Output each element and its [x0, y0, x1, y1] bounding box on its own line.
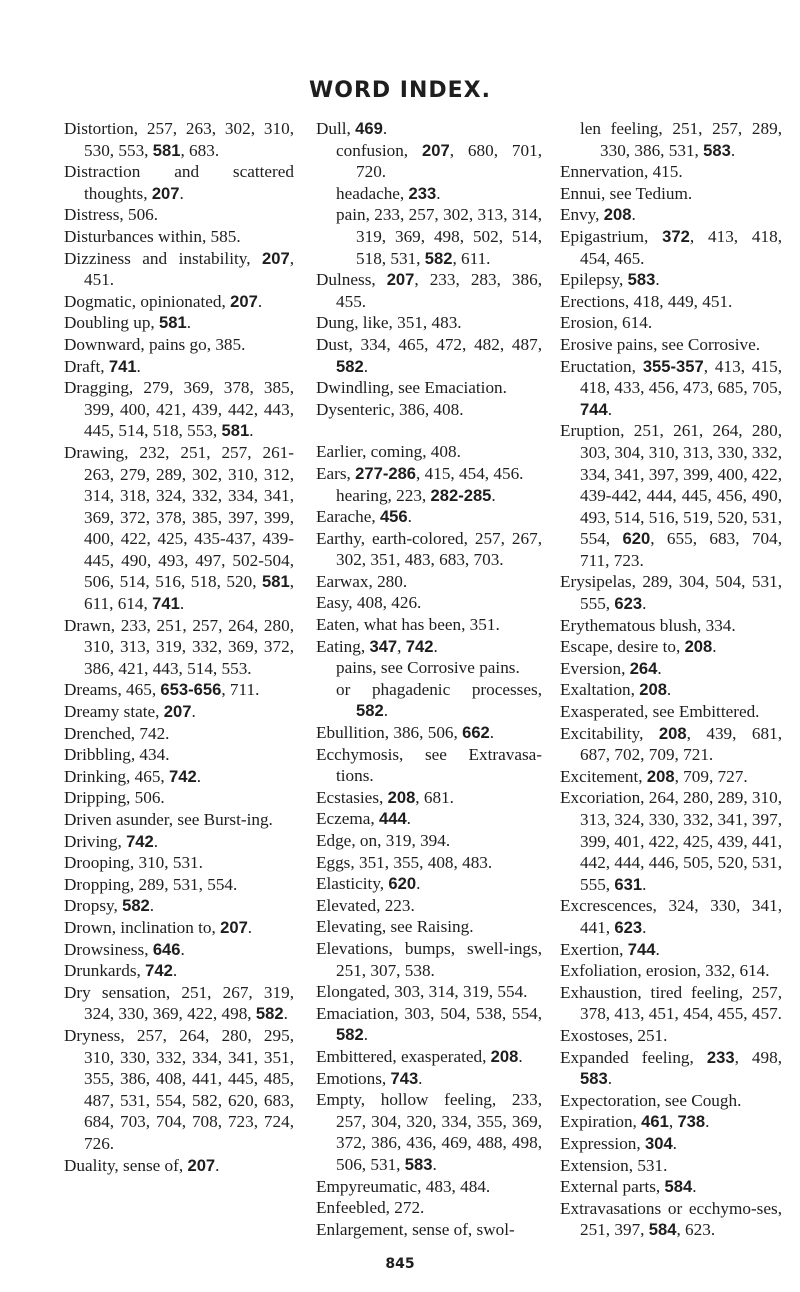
- index-entry: Earlier, coming, 408.: [316, 442, 461, 462]
- index-entry: Epilepsy, 583.: [560, 270, 660, 290]
- index-entry: Empyreumatic, 483, 484.: [316, 1176, 491, 1196]
- index-entry: Elevated, 223.: [316, 895, 415, 915]
- index-entry: Eruption, 251, 261, 264, 280, 303, 304, 310, 313, 330, 332, 334, 341, 397, 399, 400, 422, 439-442, 444, 445, 456, 490, 493, 514, 516, 519, 520, 531, 554, 620, 655, 683, 704, 711, 723.: [560, 421, 783, 570]
- index-entry: Expiration, 461, 738.: [560, 1112, 710, 1132]
- index-subentry: pains, see Corrosive pains.: [336, 658, 520, 678]
- index-entry: Dull, 469.: [316, 119, 388, 138]
- index-entry: Distraction and scattered thoughts, 207.: [64, 162, 294, 203]
- index-entry: Epigastrium, 372, 413, 418, 454, 465.: [560, 226, 782, 268]
- index-entry: Eaten, what has been, 351.: [316, 615, 500, 635]
- index-entry: Distress, 506.: [64, 205, 159, 225]
- index-entry: Downward, pains go, 385.: [64, 334, 246, 354]
- index-entry: Ecstasies, 208, 681.: [316, 787, 454, 807]
- index-entry: Drawing, 232, 251, 257, 261-263, 279, 289, 302, 310, 312, 314, 318, 324, 332, 334, 341, 369, 372, 378, 385, 397, 399, 400, 422, 425, 435-437, 439-445, 490, 493, 497, 502-504, 506, 514, 516, 518, 520, 581, 611, 614, 741.: [64, 442, 294, 614]
- index-entry: Edge, on, 319, 394.: [316, 831, 451, 850]
- index-entry: Distortion, 257, 263, 302, 310, 530, 553, 581, 683.: [64, 119, 294, 160]
- index-entry: External parts, 584.: [560, 1177, 697, 1197]
- index-entry: Easy, 408, 426.: [316, 593, 422, 613]
- index-entry: Earache, 456.: [316, 507, 412, 527]
- index-entry: Drawn, 233, 251, 257, 264, 280, 310, 313, 319, 332, 369, 372, 386, 421, 443, 514, 553.: [64, 615, 294, 678]
- index-entry: Exhaustion, tired feeling, 257, 378, 413, 451, 454, 455, 457.: [560, 982, 782, 1024]
- index-entry: Driving, 742.: [64, 831, 159, 851]
- index-entry: Dropping, 289, 531, 554.: [64, 874, 238, 894]
- index-column-1: [64, 118, 294, 1176]
- index-entry: Escape, desire to, 208.: [560, 637, 717, 657]
- index-entry: Exaltation, 208.: [560, 680, 672, 700]
- index-entry: Dribbling, 434.: [64, 745, 170, 765]
- index-entry: Dryness, 257, 264, 280, 295, 310, 330, 332, 334, 341, 351, 355, 386, 408, 441, 445, 485, 487, 531, 554, 582, 620, 683, 684, 703, 704, 708, 723, 724, 726.: [64, 1025, 294, 1153]
- index-entry: Earwax, 280.: [316, 571, 408, 591]
- index-entry: Excoriation, 264, 280, 289, 310, 313, 324, 330, 332, 341, 397, 399, 401, 422, 425, 439, 441, 442, 444, 446, 505, 520, 531, 555, 631.: [560, 788, 782, 894]
- index-entry: Erections, 418, 449, 451.: [560, 291, 733, 311]
- index-entry: Emotions, 743.: [316, 1068, 423, 1088]
- index-entry: Exostoses, 251.: [560, 1025, 668, 1045]
- index-entry: Exasperated, see Embittered.: [560, 702, 760, 722]
- index-entry: Exfoliation, erosion, 332, 614.: [560, 961, 770, 981]
- index-subentry: or phagadenic processes, 582.: [336, 679, 542, 721]
- index-entry: Elasticity, 620.: [316, 874, 421, 894]
- index-entry: Driven asunder, see Burst-ing.: [64, 810, 273, 829]
- index-entry: Ecchymosis, see Extravasa-tions.: [316, 744, 542, 786]
- index-entry: Drowsiness, 646.: [64, 939, 185, 959]
- index-entry: Dust, 334, 465, 472, 482, 487, 582.: [316, 334, 542, 376]
- index-entry: Extravasations or ecchymo-ses, 251, 397, 584, 623.: [560, 1198, 782, 1240]
- index-subentry: confusion, 207, 680, 701, 720.: [336, 140, 542, 182]
- index-entry: Envy, 208.: [560, 205, 636, 225]
- index-entry: Eversion, 264.: [560, 658, 662, 678]
- index-entry: Erythematous blush, 334.: [560, 615, 736, 635]
- index-entry: Drinking, 465, 742.: [64, 766, 202, 786]
- index-entry: Erosive pains, see Corrosive.: [560, 334, 760, 354]
- index-entry: Drooping, 310, 531.: [64, 853, 203, 873]
- index-entry: Ennui, see Tedium.: [560, 183, 693, 203]
- index-entry: Erosion, 614.: [560, 313, 653, 333]
- index-entry: Excrescences, 324, 330, 341, 441, 623.: [560, 896, 782, 937]
- index-entry: Dysenteric, 386, 408.: [316, 399, 464, 419]
- index-entry: Emaciation, 303, 504, 538, 554, 582.: [316, 1003, 542, 1045]
- index-entry: Eggs, 351, 355, 408, 483.: [316, 852, 493, 872]
- index-subentry: hearing, 223, 282-285.: [336, 485, 496, 505]
- index-entry: Excitement, 208, 709, 727.: [560, 766, 748, 786]
- index-entry: Dreamy state, 207.: [64, 702, 196, 722]
- index-entry: Embittered, exasperated, 208.: [316, 1046, 523, 1066]
- index-subentry: pain, 233, 257, 302, 313, 314, 319, 369, 498, 502, 514, 518, 531, 582, 611.: [336, 205, 542, 268]
- index-entry: Excitability, 208, 439, 681, 687, 702, 709, 721.: [560, 723, 783, 765]
- index-entry: Extension, 531.: [560, 1155, 668, 1175]
- index-entry: Dulness, 207, 233, 283, 386, 455.: [316, 270, 542, 311]
- index-entry: Elevating, see Raising.: [316, 917, 474, 937]
- index-entry: Drenched, 742.: [64, 723, 170, 743]
- index-entry: Dry sensation, 251, 267, 319, 324, 330, 369, 422, 498, 582.: [64, 982, 294, 1024]
- index-entry: Dung, like, 351, 483.: [316, 313, 462, 333]
- index-entry: Drunkards, 742.: [64, 961, 178, 981]
- index-entry: Expectoration, see Cough.: [560, 1090, 742, 1110]
- page-number: 845: [385, 1256, 415, 1272]
- index-subentry: len feeling, 251, 257, 289, 330, 386, 531, 583.: [580, 119, 782, 160]
- index-entry: Expanded feeling, 233, 498, 583.: [560, 1047, 782, 1089]
- index-entry: Eczema, 444.: [316, 809, 411, 829]
- index-entry: Empty, hollow feeling, 233, 257, 304, 320, 334, 355, 369, 372, 386, 436, 469, 488, 498, 506, 531, 583.: [316, 1090, 542, 1174]
- index-entry: Enlargement, sense of, swol-: [316, 1219, 515, 1239]
- index-entry: Elongated, 303, 314, 319, 554.: [316, 982, 528, 1002]
- index-entry: Duality, sense of, 207.: [64, 1155, 220, 1175]
- index-entry: Dogmatic, opinionated, 207.: [64, 291, 263, 311]
- index-entry: Ennervation, 415.: [560, 162, 683, 182]
- index-subentry: headache, 233.: [336, 183, 441, 203]
- index-column-3: [560, 118, 782, 1241]
- index-entry: Dripping, 506.: [64, 788, 165, 808]
- page-title: WORD INDEX.: [308, 78, 492, 103]
- index-entry: Exertion, 744.: [560, 939, 660, 959]
- index-entry: Dizziness and instability, 207, 451.: [64, 248, 294, 290]
- index-entry: Dreams, 465, 653-656, 711.: [64, 680, 260, 700]
- index-entry: Expression, 304.: [560, 1133, 677, 1153]
- index-entry: Enfeebled, 272.: [316, 1198, 425, 1218]
- index-entry: Ears, 277-286, 415, 454, 456.: [316, 463, 524, 483]
- index-entry: Dwindling, see Emaciation.: [316, 378, 507, 398]
- index-entry: Dragging, 279, 369, 378, 385, 399, 400, 421, 439, 442, 443, 445, 514, 518, 553, 581.: [64, 378, 294, 441]
- index-column-2: [316, 118, 542, 1240]
- index-entry: Disturbances within, 585.: [64, 226, 241, 246]
- index-entry: Drown, inclination to, 207.: [64, 917, 253, 937]
- index-entry: Elevations, bumps, swell-ings, 251, 307, 538.: [316, 938, 542, 980]
- index-entry: Erysipelas, 289, 304, 504, 531, 555, 623.: [560, 572, 782, 614]
- index-entry: Draft, 741.: [64, 356, 141, 376]
- index-entry: Doubling up, 581.: [64, 313, 191, 333]
- index-entry: Eating, 347, 742.: [316, 636, 438, 656]
- index-entry: Earthy, earth-colored, 257, 267, 302, 351, 483, 683, 703.: [316, 528, 542, 570]
- index-entry: Ebullition, 386, 506, 662.: [316, 723, 495, 743]
- index-entry: Eructation, 355-357, 413, 415, 418, 433, 456, 473, 685, 705, 744.: [560, 356, 783, 419]
- index-entry: Dropsy, 582.: [64, 896, 155, 916]
